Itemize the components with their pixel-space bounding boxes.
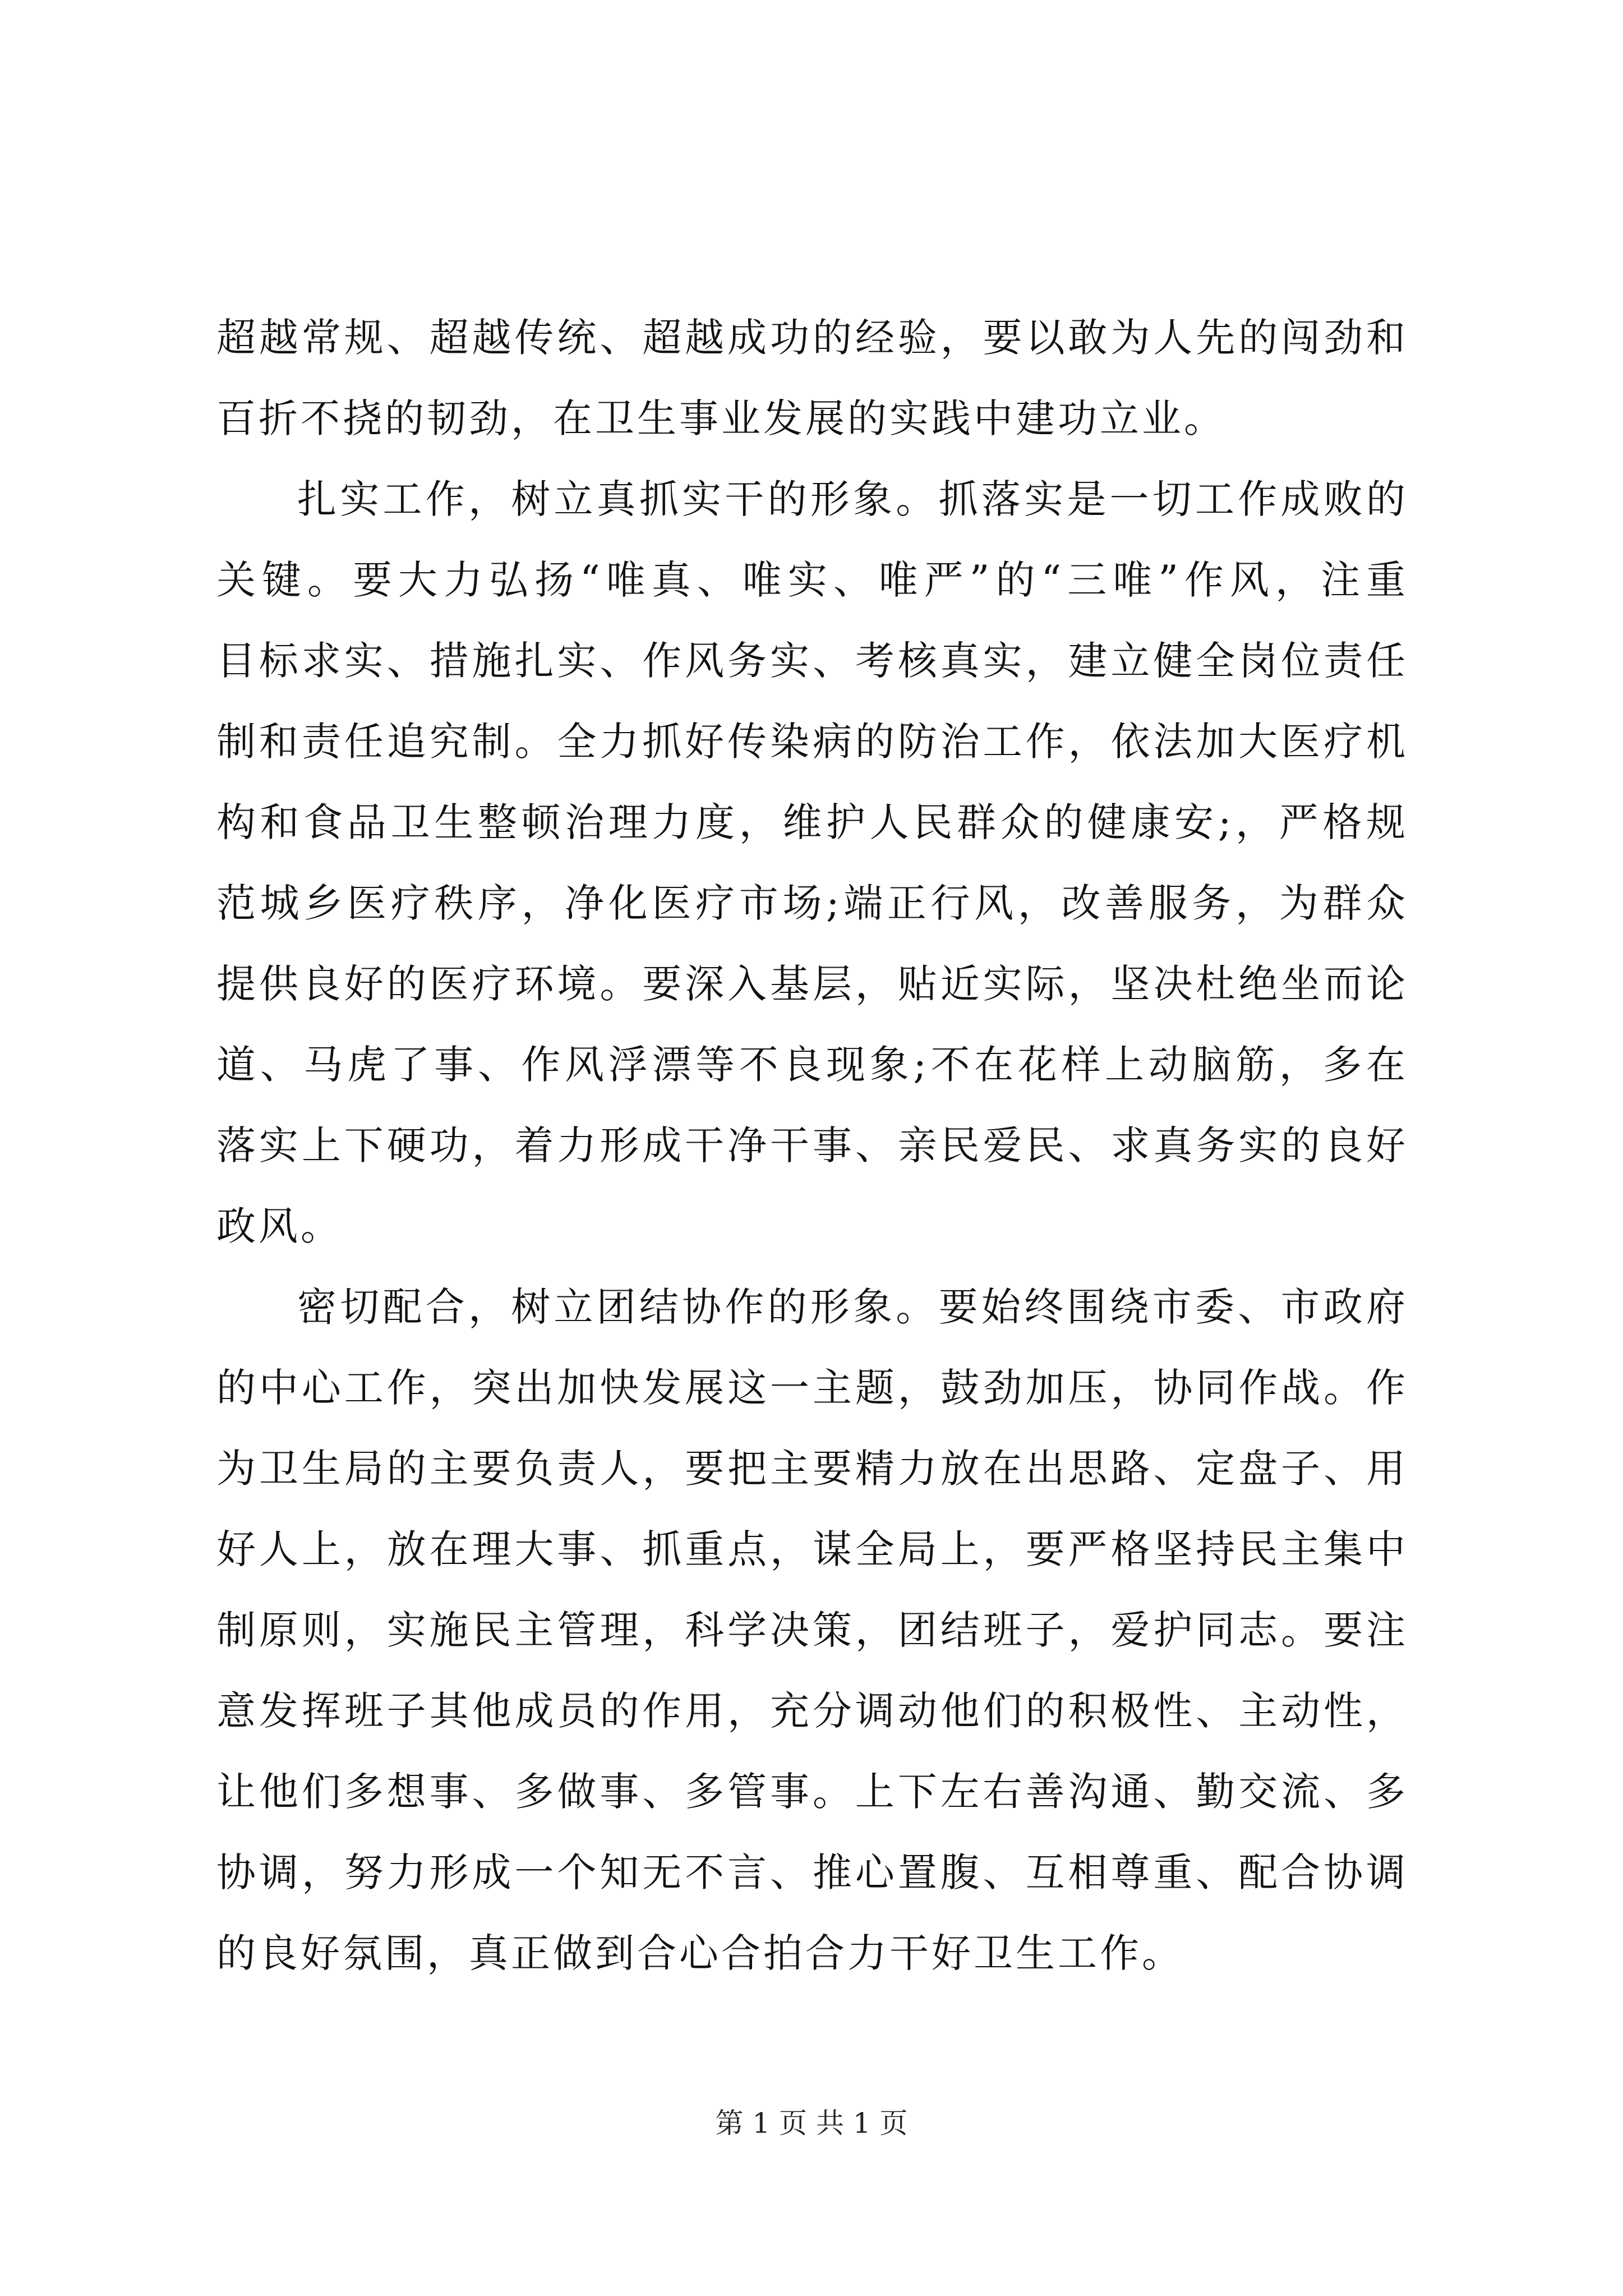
text-line: 好人上，放在理大事、抓重点，谋全局上，要严格坚持民主集中 <box>216 1526 1405 1572</box>
text-line: 构和食品卫生整顿治理力度，维护人民群众的健康安;，严格规 <box>216 799 1405 845</box>
text-line: 范城乡医疗秩序，净化医疗市场;端正行风，改善服务，为群众 <box>216 880 1405 926</box>
text-line: 百折不挠的韧劲，在卫生事业发展的实践中建功立业。 <box>216 395 1226 441</box>
body-text <box>216 297 1405 1994</box>
text-line: 让他们多想事、多做事、多管事。上下左右善沟通、勤交流、多 <box>216 1769 1405 1815</box>
text-line: 落实上下硬功，着力形成干净干事、亲民爱民、求真务实的良好 <box>216 1122 1405 1168</box>
text-line: 制原则，实施民主管理，科学决策，团结班子，爱护同志。要注 <box>216 1607 1405 1653</box>
paragraph-first-line: 密切配合，树立团结协作的形象。要始终围绕市委、市政府 <box>297 1284 1405 1330</box>
text-line: 提供良好的医疗环境。要深入基层，贴近实际，坚决杜绝坐而论 <box>216 961 1405 1007</box>
page-number: 第 1 页 共 1 页 <box>715 2107 908 2139</box>
text-line: 协调，努力形成一个知无不言、推心置腹、互相尊重、配合协调 <box>216 1849 1405 1895</box>
text-line: 政风。 <box>216 1203 343 1249</box>
paragraph-first-line: 扎实工作，树立真抓实干的形象。抓落实是一切工作成败的 <box>297 476 1405 522</box>
text-line: 道、马虎了事、作风浮漂等不良现象;不在花样上动脑筋，多在 <box>216 1042 1405 1088</box>
text-line: 关键。要大力弘扬“唯真、唯实、唯严”的“三唯”作风，注重 <box>216 557 1405 603</box>
text-line: 的良好氛围，真正做到合心合拍合力干好卫生工作。 <box>216 1930 1184 1976</box>
text-line: 意发挥班子其他成员的作用，充分调动他们的积极性、主动性， <box>216 1688 1405 1734</box>
text-line: 目标求实、措施扎实、作风务实、考核真实，建立健全岗位责任 <box>216 638 1405 684</box>
page-footer <box>0 2104 1623 2143</box>
text-line: 制和责任追究制。全力抓好传染病的防治工作，依法加大医疗机 <box>216 719 1405 765</box>
text-line: 的中心工作，突出加快发展这一主题，鼓劲加压，协同作战。作 <box>216 1365 1405 1411</box>
text-line: 为卫生局的主要负责人，要把主要精力放在出思路、定盘子、用 <box>216 1446 1405 1492</box>
text-line: 超越常规、超越传统、超越成功的经验，要以敢为人先的闯劲和 <box>216 315 1405 361</box>
